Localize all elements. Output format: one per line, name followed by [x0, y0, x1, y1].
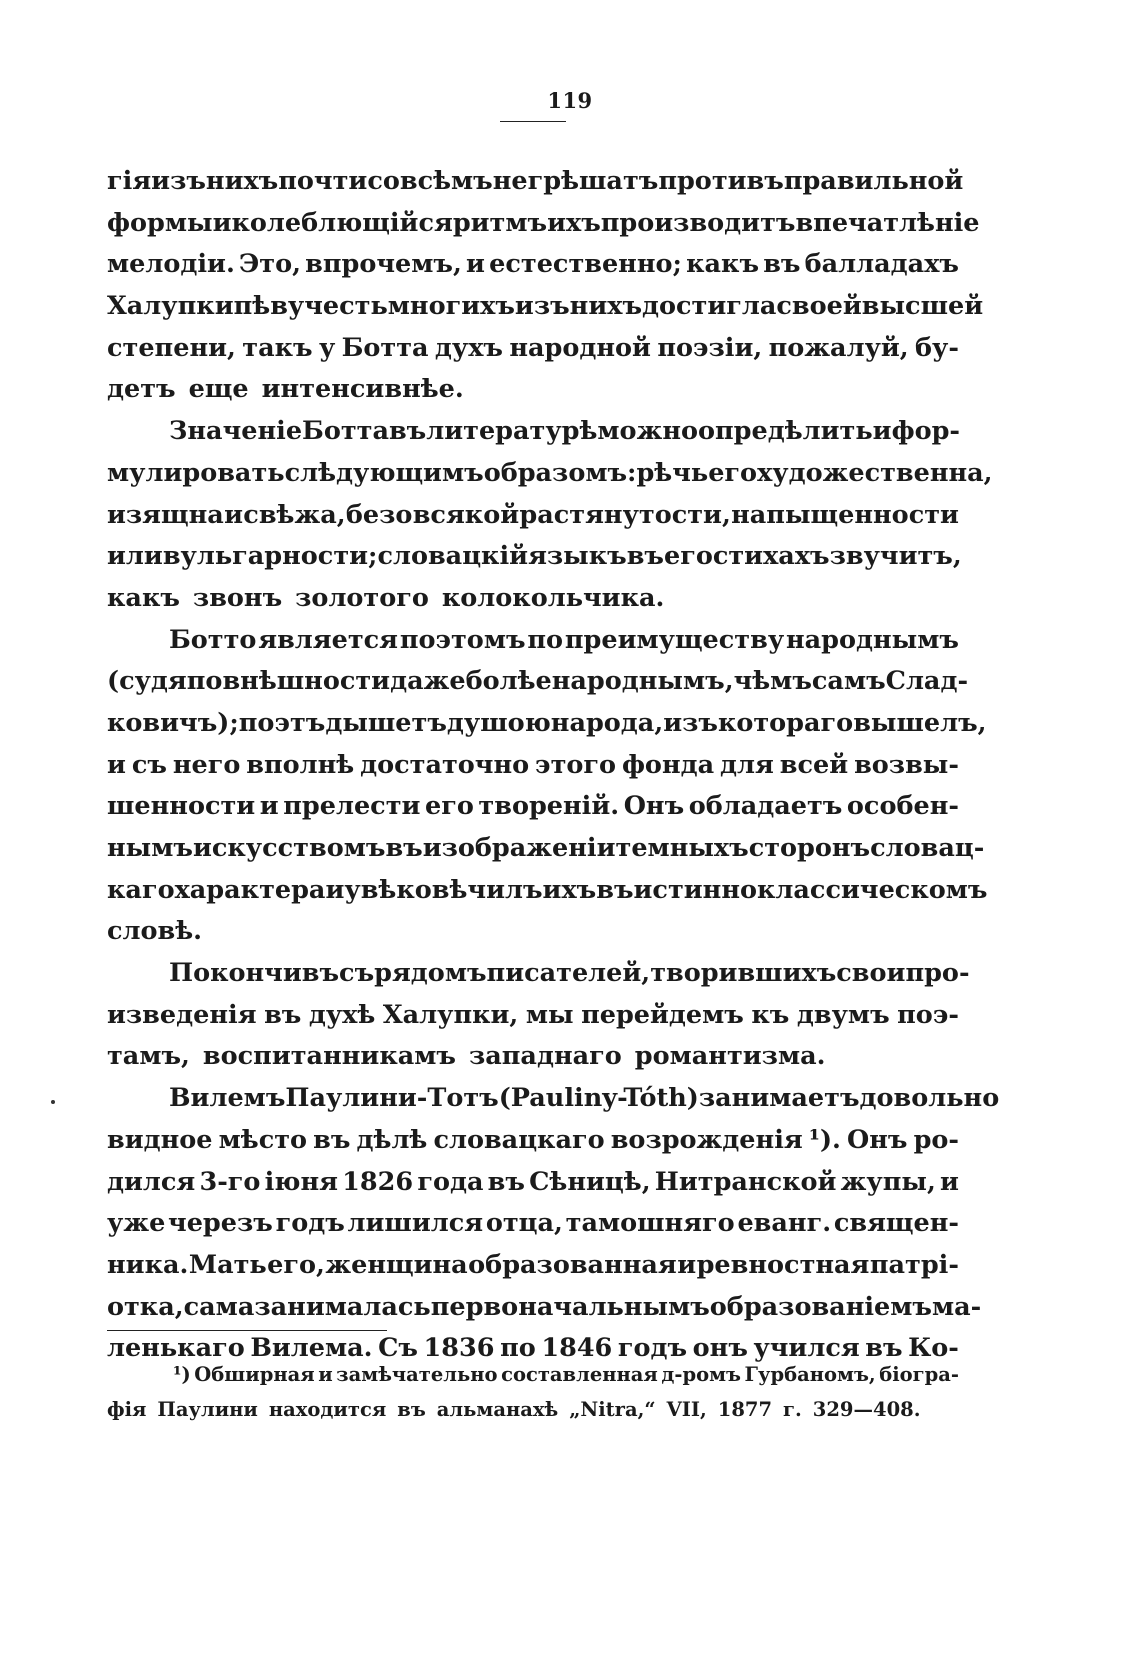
body-text	[107, 161, 1000, 1370]
footnote-line: ¹) Обширная и замѣчательно составленная д-ромъ Гурбаномъ, біогра-	[173, 1363, 959, 1386]
text-line: ковичъ); поэтъ дышетъ душою народа, изъ котораго вышелъ,	[107, 707, 987, 738]
text-line: каго характера и увѣковѣчилъ ихъ въ истинно классическомъ	[107, 874, 988, 905]
text-line: ника. Мать его, женщина образованная и ревностная патрі-	[107, 1249, 959, 1280]
page-number-rule	[500, 121, 566, 122]
page-number: 119	[547, 88, 593, 113]
text-line: Значеніе Ботта въ литературѣ можно опредѣлить и фор-	[169, 416, 960, 447]
text-line: изящна и свѣжа, безо всякой растянутости, напыщенности	[107, 499, 959, 530]
text-line: Покончивъ съ рядомъ писателей, творившихъ свои про-	[169, 958, 970, 989]
footnotes	[107, 1357, 959, 1427]
text-line: тамъ, воспитанникамъ западнаго романтизма.	[107, 1041, 826, 1072]
text-line: или вульгарности; словацкій языкъ въ его стихахъ звучитъ,	[107, 541, 962, 572]
text-line: Ботто является поэтомъ по преимуществу народнымъ	[169, 624, 959, 655]
text-line: детъ еще интенсивнѣе.	[107, 374, 464, 405]
text-line: степени, такъ у Ботта духъ народной поэзіи, пожалуй, бу-	[107, 332, 959, 363]
text-line: Халупки пѣвучесть многихъ изъ нихъ достигла своей высшей	[107, 291, 984, 322]
margin-mark	[51, 1100, 55, 1104]
text-line: Вилемъ Паулини-Тотъ (Pauliny-Tóth) занимаетъ довольно	[169, 1083, 1000, 1114]
text-line: гія изъ нихъ почти совсѣмъ не грѣшатъ противъ правильной	[107, 166, 964, 196]
text-line: видное мѣсто въ дѣлѣ словацкаго возрожденія ¹). Онъ ро-	[107, 1124, 959, 1155]
text-line: (судя по внѣшности даже болѣе народнымъ, чѣмъ самъ Слад-	[107, 666, 969, 697]
text-line: нымъ искусствомъ въ изображеніи темныхъ сторонъ словац-	[107, 833, 985, 863]
text-line: словѣ.	[107, 916, 203, 947]
text-line: мулировать слѣдующимъ образомъ: рѣчь его художественна,	[107, 457, 993, 488]
text-line: мелодіи. Это, впрочемъ, и естественно; какъ въ балладахъ	[107, 249, 959, 280]
text-line: шенности и прелести его твореній. Онъ обладаетъ особен-	[107, 791, 959, 822]
text-line: какъ звонъ золотого колокольчика.	[107, 582, 665, 613]
text-line: изведенія въ духѣ Халупки, мы перейдемъ къ двумъ поэ-	[107, 999, 959, 1030]
text-line: отка, сама занималась первоначальнымъ образованіемъ ма-	[107, 1291, 982, 1322]
footnote-line: фія Паулини находится въ альманахѣ „Nitra,“ VII, 1877 г. 329—408.	[107, 1398, 921, 1421]
text-line: дился 3-го іюня 1826 года въ Сѣницѣ, Нитранской жупы, и	[107, 1166, 959, 1197]
text-line: уже черезъ годъ лишился отца, тамошняго еванг. священ-	[107, 1208, 959, 1239]
text-line: и съ него вполнѣ достаточно этого фонда для всей возвы-	[107, 749, 959, 780]
text-line: ленькаго Вилема. Съ 1836 по 1846 годъ онъ учился въ Ко-	[107, 1333, 959, 1364]
footnote-separator	[107, 1330, 387, 1331]
text-line: формы и колеблющійся ритмъ ихъ производитъ впечатлѣніе	[107, 207, 980, 238]
